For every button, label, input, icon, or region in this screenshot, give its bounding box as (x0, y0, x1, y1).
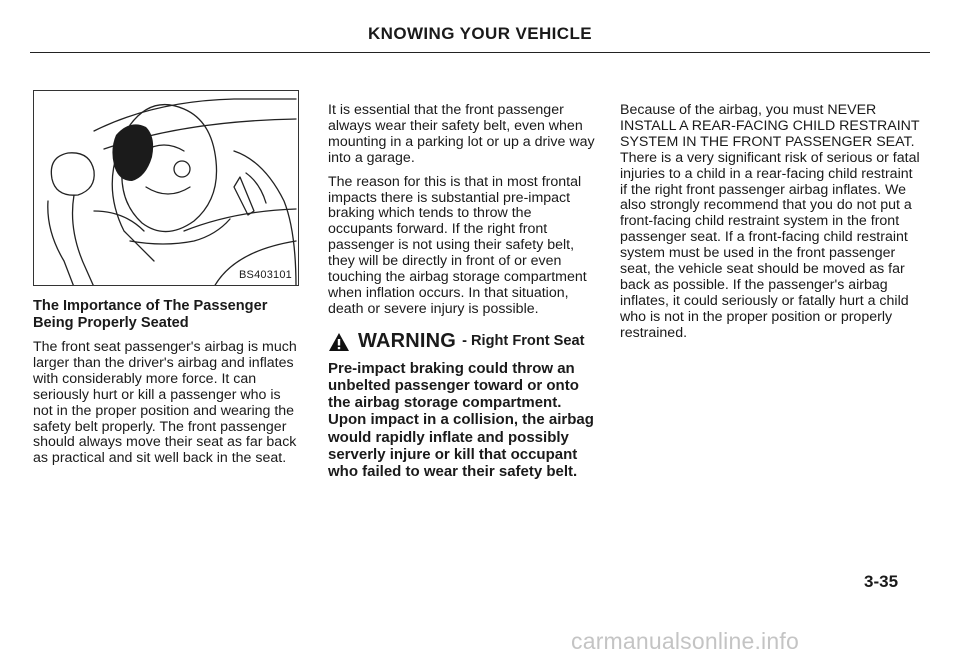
warning-heading (328, 329, 600, 352)
figure-code: BS403101 (239, 269, 292, 281)
watermark-text: carmanualsonline.info (571, 628, 799, 654)
right-column (620, 103, 920, 350)
section-heading: The Importance of The Passenger Being Properly Seated (33, 298, 268, 331)
warning-label: WARNING (358, 329, 457, 352)
middle-paragraph-1: It is essential that the front passenger always wear their safety belt, even when mounting in a parking lot or up a drive way into a garage. (328, 102, 595, 166)
warning-triangle-icon (328, 332, 350, 352)
warning-text: Pre-impact braking could throw an unbelted passenger toward or onto the airbag storage compartment. Upon impact in a collision, the airbag would rapidly inflate and possibly serverly injure or kill that occupant who failed to wear their safety belt. (328, 359, 594, 480)
middle-paragraph-2: The reason for this is that in most frontal impacts there is substantial pre-impact braking which tends to throw the occupants forward. If the right front passenger is not using their safety belt, they will be directly in front of or even touching the airbag storage compartment when inflation occurs. In that situation, death or severe injury is possible. (328, 173, 587, 317)
airbag-passenger-illustration-icon (34, 91, 299, 286)
left-column (33, 298, 301, 475)
airbag-illustration (33, 90, 299, 286)
page-number: 3-35 (864, 572, 899, 591)
left-body-paragraph: The front seat passenger's airbag is much larger than the driver's airbag and inflates with considerably more force. It can seriously hurt or kill a passenger who is not in the proper position and wearing the safety belt properly. The front passenger should always move their seat as far back as practical and sit well back in the seat. (33, 339, 297, 467)
warning-subtitle: - Right Front Seat (462, 332, 585, 349)
middle-column (328, 103, 600, 488)
header-divider (30, 52, 930, 53)
right-body-paragraph: Because of the airbag, you must NEVER INSTALL A REAR-FACING CHILD RESTRAINT SYSTEM IN THE FRONT PASSENGER SEAT. There is a very significant risk of serious or fatal injuries to a child in a rear-facing child restraint if the right front passenger airbag inflates. We also strongly recommend that you do not put a front-facing child restraint system in the front passenger seat. If a front-facing child restraint system must be used in the front passenger seat, the vehicle seat should be moved as far back as possible. If the passenger's airbag inflates, it could seriously or fatally hurt a child who is not in the proper position or properly restrained. (620, 102, 920, 341)
page-header-title: KNOWING YOUR VEHICLE (368, 24, 592, 43)
